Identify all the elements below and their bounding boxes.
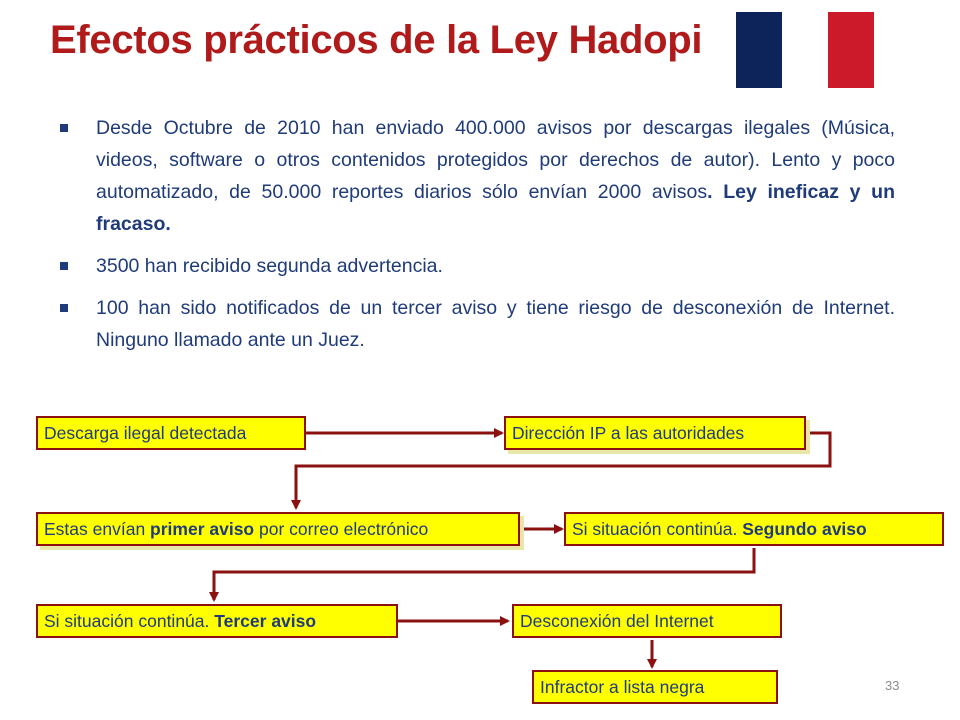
page-number: 33 xyxy=(885,678,900,693)
flow-box-text: Estas envían xyxy=(44,519,151,539)
slide-title: Efectos prácticos de la Ley Hadopi xyxy=(50,18,703,62)
flow-box-bold-text: primer aviso xyxy=(150,519,255,539)
flow-box-third-warning xyxy=(36,604,398,638)
bullet-text: 3500 han recibido segunda advertencia. xyxy=(96,255,443,277)
flow-box-illegal-download xyxy=(36,416,306,450)
flow-box-text: Desconexión del Internet xyxy=(520,611,714,631)
flow-box-first-warning xyxy=(36,512,520,546)
flow-box-blacklist xyxy=(532,670,778,704)
bullet-text: 100 han sido notificados de un tercer aviso y tiene riesgo de desconexión de Internet. Ninguno llamado ante un Juez. xyxy=(96,297,895,351)
flow-box-text: Descarga ilegal detectada xyxy=(44,423,247,443)
flow-box-text: por correo electrónico xyxy=(254,519,429,539)
flow-box-ip-authorities xyxy=(504,416,806,450)
flow-box-second-warning xyxy=(564,512,944,546)
arrow-box4-to-box5 xyxy=(214,548,754,600)
flow-box-text: Infractor a lista negra xyxy=(540,677,705,697)
flow-box-text: Dirección IP a las autoridades xyxy=(512,423,745,443)
bullet-bold-text: . Ley ineficaz y un fracaso. xyxy=(96,181,895,235)
flow-box-text: Si situación continúa. xyxy=(44,611,215,631)
flow-box-internet-disconnection xyxy=(512,604,782,638)
flow-box-bold-text: Segundo aviso xyxy=(742,519,867,539)
flow-box-text: Si situación continúa. xyxy=(572,519,743,539)
bullet-text: Desde Octubre de 2010 han enviado 400.000 avisos por descargas ilegales (Música, videos, software o otros contenidos protegidos por derechos de autor). Lento y poco automatizado, de 50.000 reportes diarios sólo envían 2000 avisos xyxy=(96,117,895,203)
flow-box-bold-text: Tercer aviso xyxy=(214,611,317,631)
